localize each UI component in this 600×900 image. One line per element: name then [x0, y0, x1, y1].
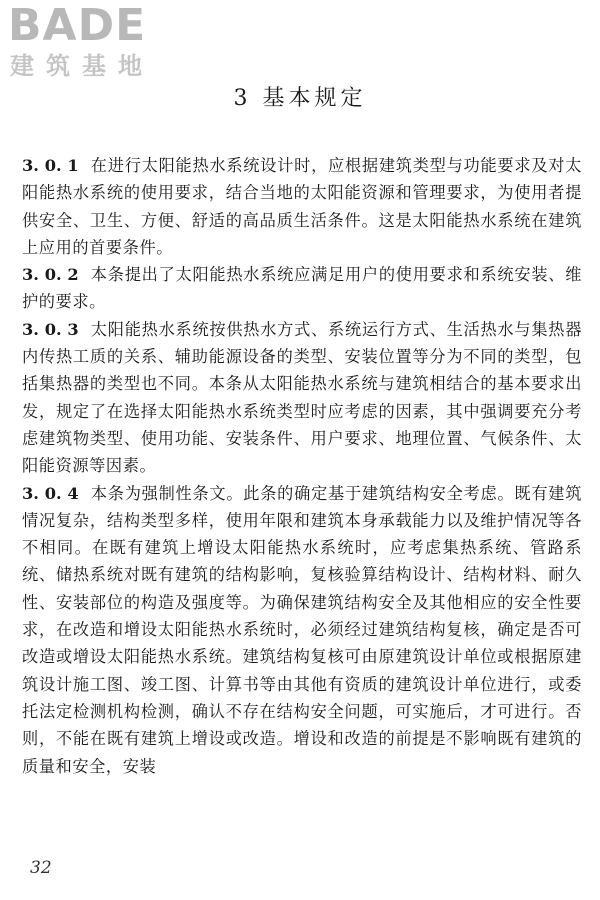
logo-wordmark: BADE	[8, 0, 147, 51]
page-number: 32	[30, 858, 52, 878]
document-body	[22, 152, 582, 780]
page-title: 3 基本规定	[233, 86, 367, 111]
clause-number: 3. 0. 4	[22, 483, 79, 503]
clause-3-0-3	[22, 316, 582, 480]
clause-3-0-2	[22, 261, 582, 316]
clause-number: 3. 0. 1	[22, 156, 79, 175]
clause-text: 本条提出了太阳能热水系统应满足用户的使用要求和系统安装、维护的要求。	[22, 265, 582, 312]
clause-number: 3. 0. 2	[22, 265, 79, 285]
clause-text: 本条为强制性条文。此条的确定基于建筑结构安全考虑。既有建筑情况复杂，结构类型多样，使用年限和建筑本身承载能力以及维护情况等各不相同。在既有建筑上增设太阳能热水系统时，应考虑集热系统、管路系统、储热系统对既有建筑的结构影响，复核验算结构设计、结构材料、耐久性、安装部位的构造及强度等。为确保建筑结构安全及其他相应的安全性要求，在改造和增设太阳能热水系统时，必须经过建筑结构复核，确定是否可改造或增设太阳能热水系统。建筑结构复核可由原建筑设计单位或根据原建筑设计施工图、竣工图、计算书等由其他有资质的建筑设计单位进行，或委托法定检测机构检测，确认不存在结构安全问题，可实施后，才可进行。否则，不能在既有建筑上增设或改造。增设和改造的前提是不影响既有建筑的质量和安全，安装	[22, 483, 582, 776]
clause-3-0-4	[22, 480, 582, 780]
clause-number: 3. 0. 3	[22, 319, 79, 339]
clause-text: 在进行太阳能热水系统设计时，应根据建筑类型与功能要求及对太阳能热水系统的使用要求，结合当地的太阳能资源和管理要求，为使用者提供安全、卫生、方便、舒适的高品质生活条件。这是太阳能热水系统在建筑上应用的首要条件。	[22, 156, 582, 257]
brand-logo	[8, 2, 178, 82]
clause-text: 太阳能热水系统按供热水方式、系统运行方式、生活热水与集热器内传热工质的关系、辅助能源设备的类型、安装位置等分为不同的类型，包括集热器的类型也不同。本条从太阳能热水系统与建筑相结合的基本要求出发，规定了在选择太阳能热水系统类型时应考虑的因素，其中强调要充分考虑建筑物类型、使用功能、安装条件、用户要求、地理位置、气候条件、太阳能资源等因素。	[22, 319, 582, 476]
logo-subtitle: 建筑基地	[10, 52, 154, 80]
clause-3-0-1	[22, 152, 582, 261]
